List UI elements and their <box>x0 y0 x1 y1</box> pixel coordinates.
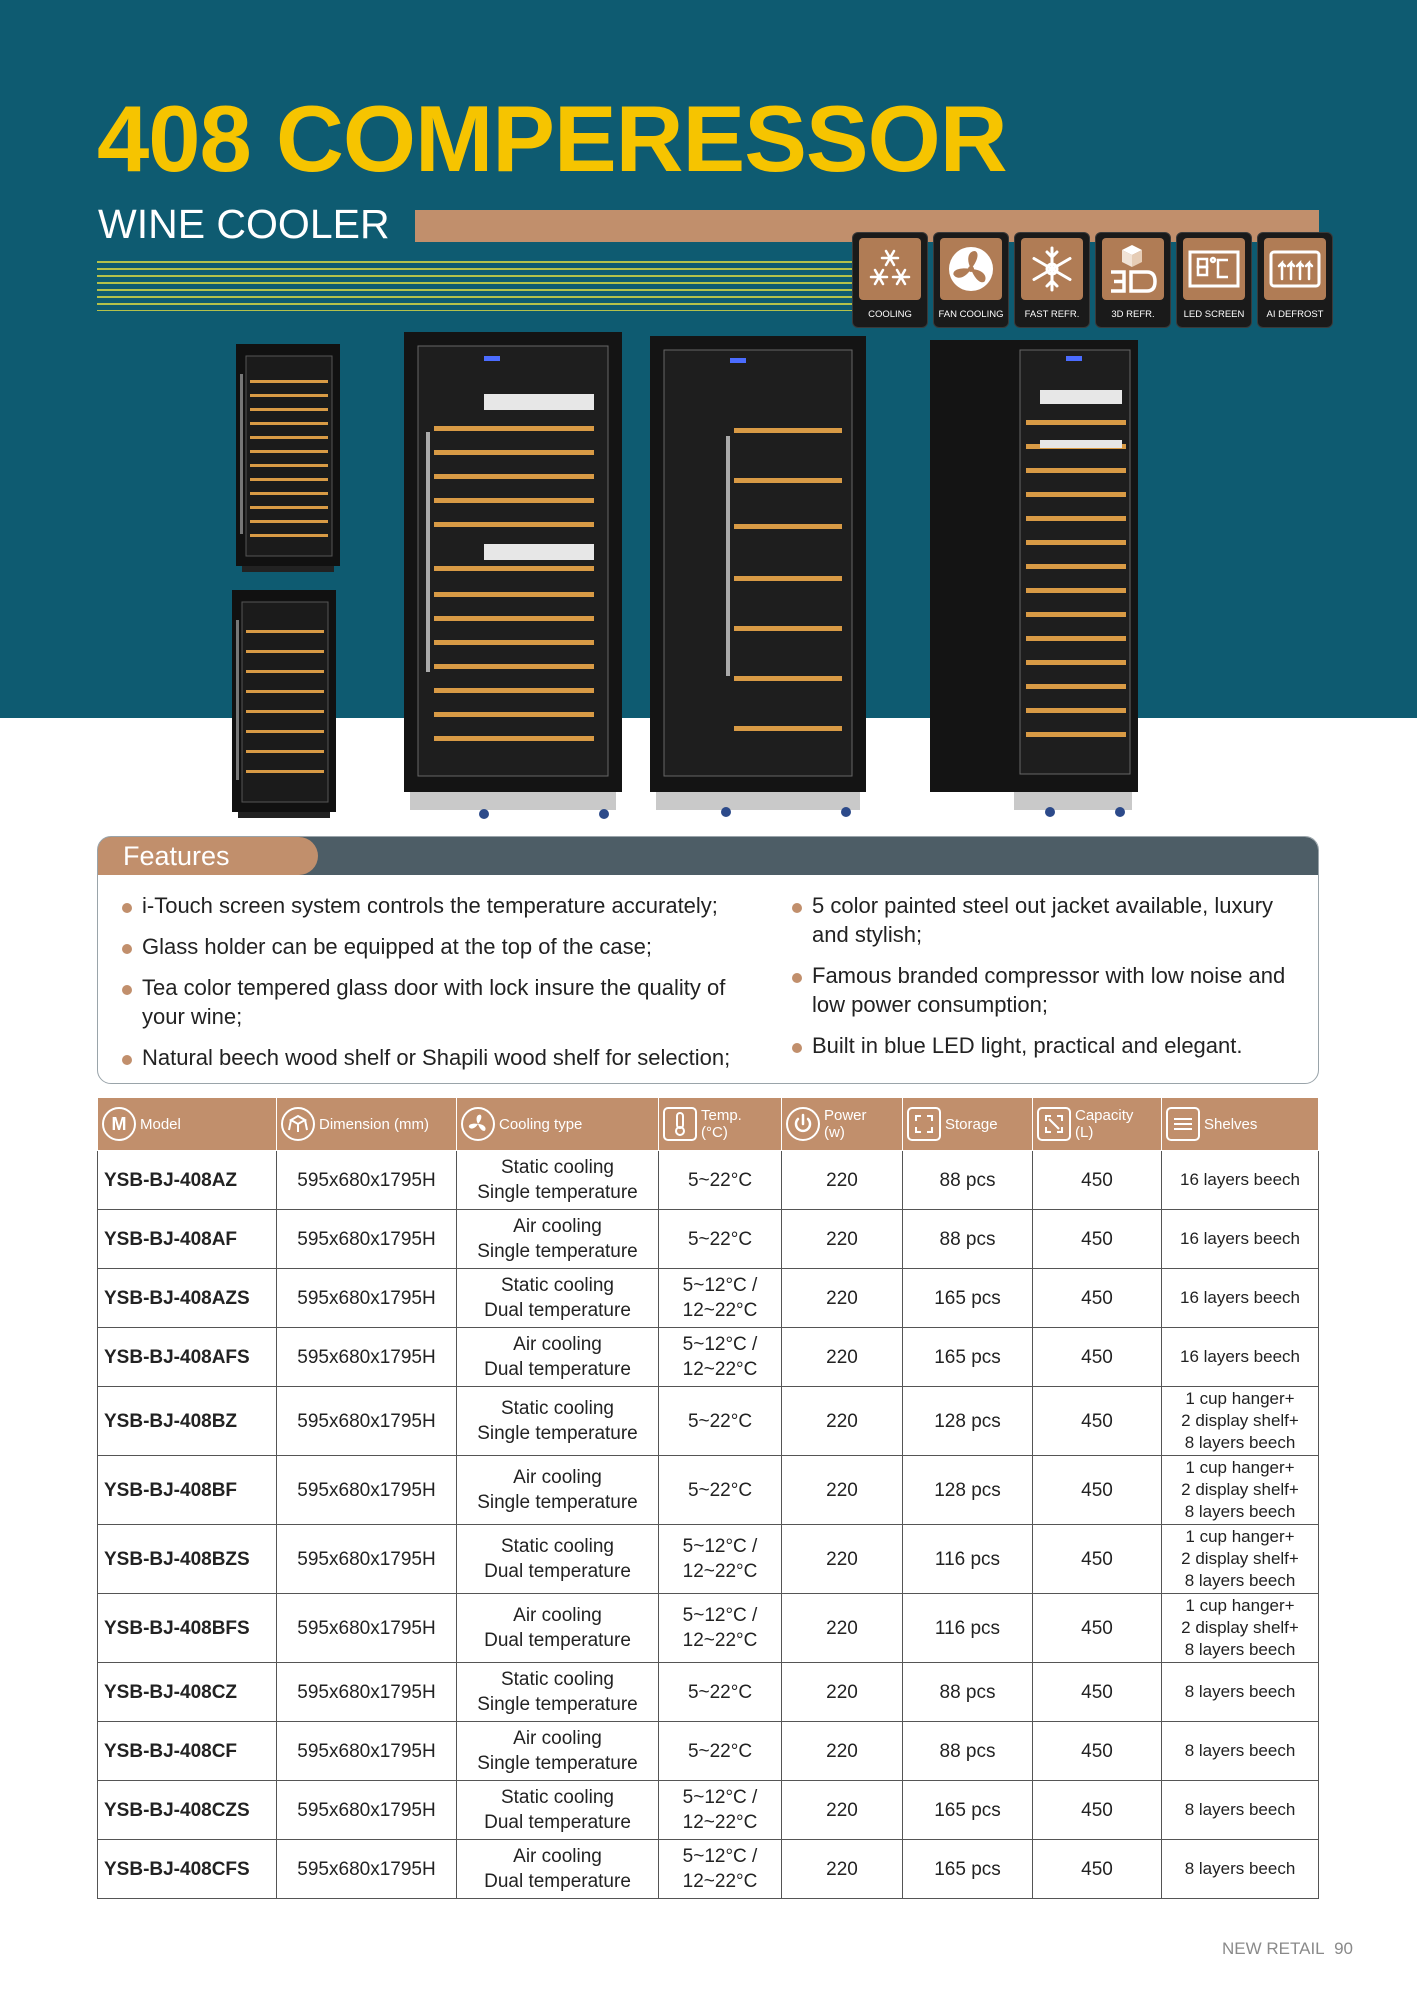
feature-item: 5 color painted steel out jacket available, luxury and stylish; <box>790 891 1300 949</box>
wine-cooler-image-small-bottom <box>232 590 336 820</box>
feature-icon-fan-cooling <box>933 232 1009 328</box>
page-title: 408 COMPERESSOR <box>97 86 1007 191</box>
feature-icon-label: AI DEFROST <box>1266 309 1324 320</box>
col-model: M Model <box>98 1098 277 1151</box>
defrost-icon <box>1269 249 1321 289</box>
dimension-icon <box>281 1107 315 1141</box>
col-cooling-type: Cooling type <box>457 1098 659 1151</box>
table-row: YSB-BJ-408CZS 595x680x1795H Static cooling Dual temperature 5~12°C / 12~22°C 220 165 pcs 450 8 layers beech <box>98 1781 1319 1840</box>
feature-icon-ai-defrost <box>1257 232 1333 328</box>
snowflake-icon <box>1027 244 1077 294</box>
feature-icon-3d-refr <box>1095 232 1171 328</box>
feature-item: Built in blue LED light, practical and elegant. <box>790 1031 1300 1060</box>
col-shelves: Shelves <box>1162 1098 1319 1151</box>
footer-label: NEW RETAIL <box>1221 1939 1325 1958</box>
table-row: YSB-BJ-408AFS 595x680x1795H Air cooling Dual temperature 5~12°C / 12~22°C 220 165 pcs 450 16 layers beech <box>98 1328 1319 1387</box>
cube-3d-icon <box>1107 244 1159 294</box>
features-header <box>98 837 1318 875</box>
feature-item: Tea color tempered glass door with lock insure the quality of your wine; <box>120 973 770 1031</box>
table-row: YSB-BJ-408BFS 595x680x1795H Air cooling Dual temperature 5~12°C / 12~22°C 220 116 pcs 450 1 cup hanger+ 2 display shelf+ 8 layers beech <box>98 1594 1319 1663</box>
page-footer <box>1222 1939 1353 1959</box>
thermometer-icon <box>663 1107 697 1141</box>
wine-cooler-image-408c <box>930 340 1138 818</box>
table-row: YSB-BJ-408AZS 595x680x1795H Static cooling Dual temperature 5~12°C / 12~22°C 220 165 pcs 450 16 layers beech <box>98 1269 1319 1328</box>
features-panel <box>97 836 1319 1084</box>
snowflake-cluster-icon <box>866 245 914 293</box>
feature-item: Natural beech wood shelf or Shapili wood shelf for selection; <box>120 1043 770 1072</box>
table-row: YSB-BJ-408BF 595x680x1795H Air cooling Single temperature 5~22°C 220 128 pcs 450 1 cup hanger+ 2 display shelf+ 8 layers beech <box>98 1456 1319 1525</box>
feature-icon-label: FAN COOLING <box>938 309 1004 320</box>
features-heading: Features <box>98 837 318 875</box>
capacity-icon <box>1037 1107 1071 1141</box>
page-subtitle: WINE COOLER <box>98 201 390 247</box>
feature-icon-fast-refr <box>1014 232 1090 328</box>
col-temp: Temp. (°C) <box>659 1098 782 1151</box>
col-capacity: Capacity (L) <box>1033 1098 1162 1151</box>
wine-cooler-image-small-top <box>236 344 340 572</box>
feature-icon-label: 3D REFR. <box>1111 309 1155 320</box>
col-storage: Storage <box>903 1098 1033 1151</box>
features-list-right <box>790 891 1300 1072</box>
table-header-row <box>98 1098 1319 1151</box>
decorative-stripes <box>97 261 857 311</box>
wine-cooler-image-408a <box>404 332 622 820</box>
shelves-icon <box>1166 1107 1200 1141</box>
features-list-left <box>120 891 770 1084</box>
feature-icon-cooling <box>852 232 928 328</box>
table-row: YSB-BJ-408BZS 595x680x1795H Static cooling Dual temperature 5~12°C / 12~22°C 220 116 pcs 450 1 cup hanger+ 2 display shelf+ 8 layers beech <box>98 1525 1319 1594</box>
fan-icon <box>946 244 996 294</box>
led-display-icon <box>1188 249 1240 289</box>
table-row: YSB-BJ-408AZ 595x680x1795H Static cooling Single temperature 5~22°C 220 88 pcs 450 16 layers beech <box>98 1151 1319 1210</box>
storage-icon <box>907 1107 941 1141</box>
table-row: YSB-BJ-408CZ 595x680x1795H Static cooling Single temperature 5~22°C 220 88 pcs 450 8 layers beech <box>98 1663 1319 1722</box>
table-row: YSB-BJ-408BZ 595x680x1795H Static cooling Single temperature 5~22°C 220 128 pcs 450 1 cup hanger+ 2 display shelf+ 8 layers beech <box>98 1387 1319 1456</box>
col-power: Power (w) <box>782 1098 903 1151</box>
feature-item: i-Touch screen system controls the temperature accurately; <box>120 891 770 920</box>
table-row: YSB-BJ-408CFS 595x680x1795H Air cooling Dual temperature 5~12°C / 12~22°C 220 165 pcs 450 8 layers beech <box>98 1840 1319 1899</box>
model-icon: M <box>102 1107 136 1141</box>
feature-icon-led-screen <box>1176 232 1252 328</box>
feature-icon-label: LED SCREEN <box>1183 309 1245 320</box>
feature-item: Glass holder can be equipped at the top of the case; <box>120 932 770 961</box>
feature-icon-label: FAST REFR. <box>1024 309 1080 320</box>
wine-cooler-image-408b <box>650 336 866 818</box>
fan-icon <box>461 1107 495 1141</box>
table-row: YSB-BJ-408CF 595x680x1795H Air cooling Single temperature 5~22°C 220 88 pcs 450 8 layers beech <box>98 1722 1319 1781</box>
feature-icon-label: COOLING <box>868 309 912 320</box>
col-dimension: Dimension (mm) <box>277 1098 457 1151</box>
spec-table <box>97 1097 1319 1899</box>
feature-item: Famous branded compressor with low noise and low power consumption; <box>790 961 1300 1019</box>
page-number: 90 <box>1334 1939 1353 1958</box>
feature-icon-strip <box>852 232 1333 328</box>
power-icon <box>786 1107 820 1141</box>
table-row: YSB-BJ-408AF 595x680x1795H Air cooling Single temperature 5~22°C 220 88 pcs 450 16 layers beech <box>98 1210 1319 1269</box>
